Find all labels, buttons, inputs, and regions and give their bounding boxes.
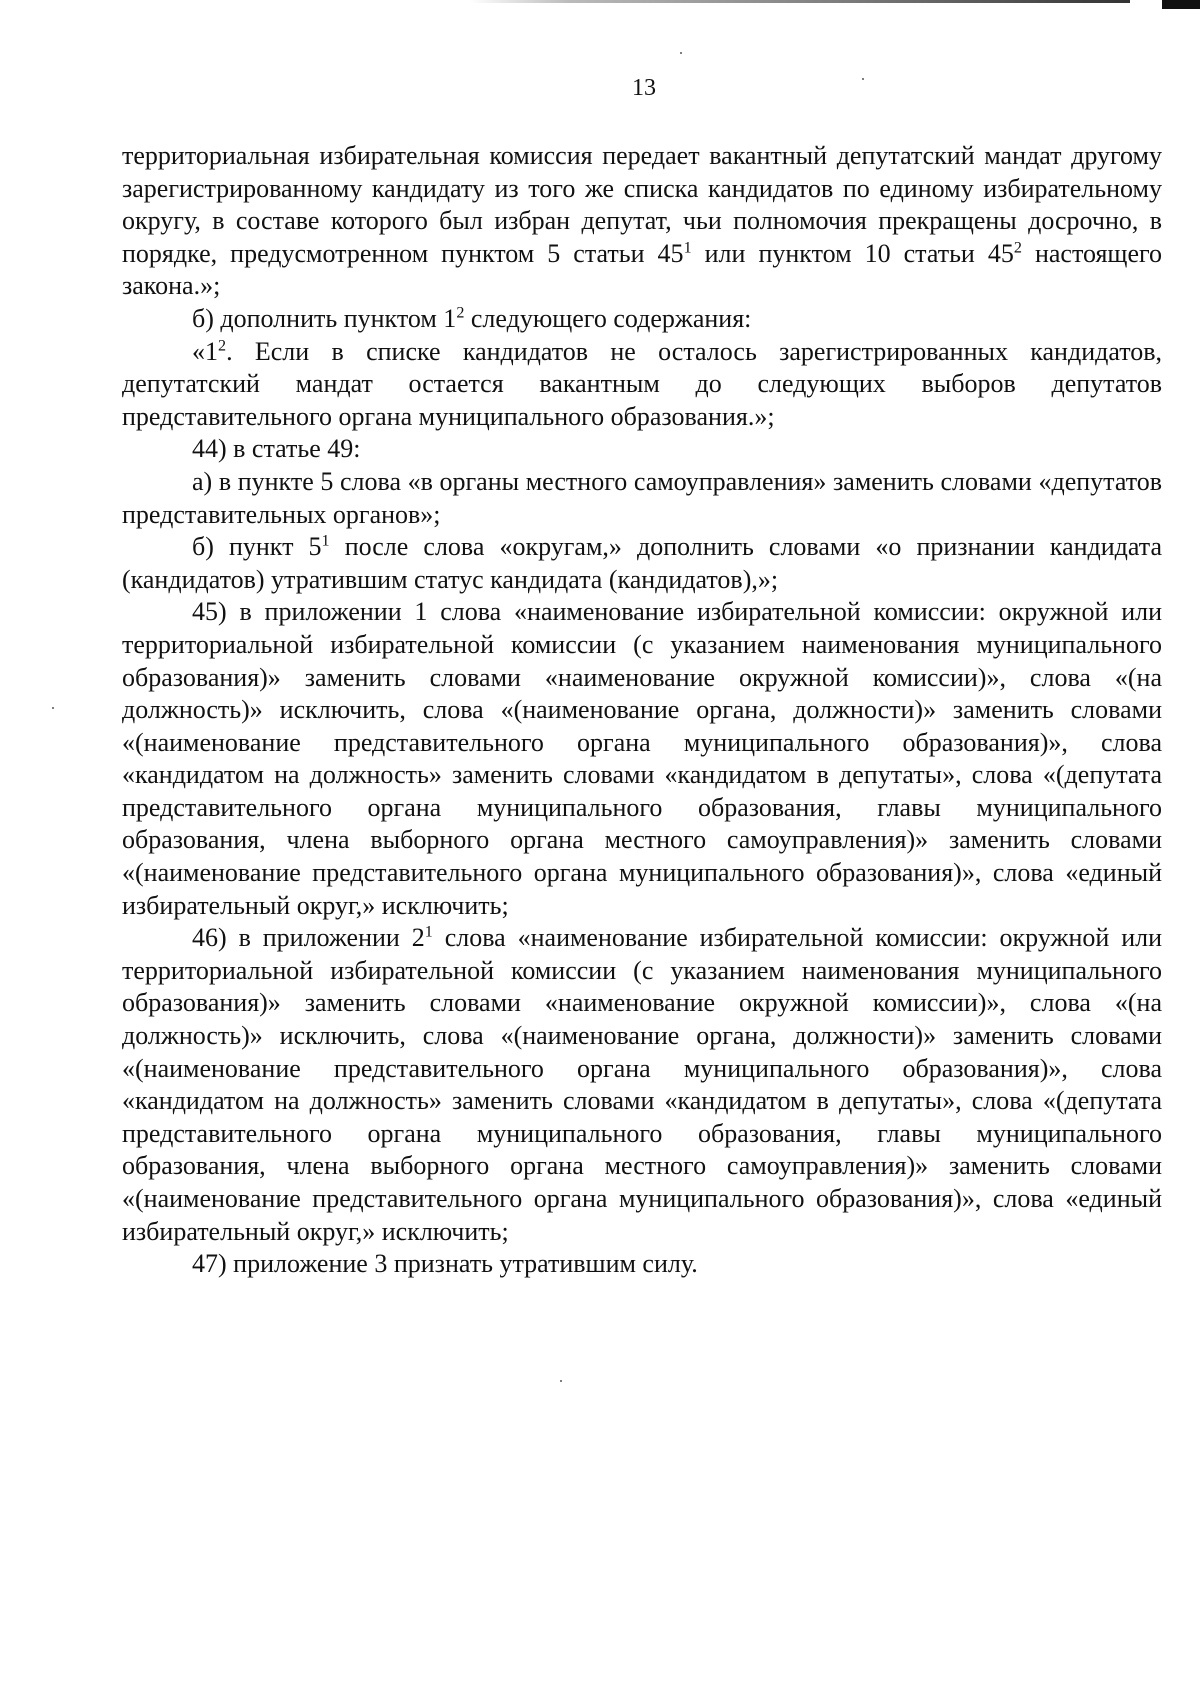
paragraph-item-44-a [122, 466, 1162, 531]
scan-speck [560, 1380, 562, 1382]
paragraph-item-44-b [122, 531, 1162, 596]
text-run: территориальная избирательная комиссия передает вакантный депутатский мандат другому зарегистрированному кандидату из того же списка кандидатов по единому избирательному округу, в составе которого был избран депутат, чьи полномочия прекращены досрочно, в порядке, предусмотренном пунктом 5 статьи 45 [122, 141, 1162, 268]
text-run: настоящего закона.»; [122, 238, 1162, 301]
page-number: 13 [632, 75, 656, 101]
text-run: слова «наименование избирательной комиссии: окружной или территориальной избирательной комиссии (с указанием наименования муниципального образования)» заменить словами «наименование окружной комиссии)», слова «(на должность)» исключить, слова «(наименование органа, должности)» заменить словами «(наименование представительного органа муниципального образования)», слова «кандидатом на должность» заменить словами «кандидатом в депутаты», слова «(депутата представительного органа муниципального образования, главы муниципального образования, члена выборного органа местного самоуправления)» заменить словами «(наименование представительного органа муниципального образования)», слова «единый избирательный округ,» исключить; [122, 923, 1162, 1246]
scan-edge-top [470, 0, 1130, 3]
paragraph-subitem-b-point-1-2 [122, 303, 1162, 336]
text-run: 46) в приложении 2 [192, 923, 425, 953]
text-run: б) дополнить пунктом 1 [192, 303, 457, 333]
paragraph-item-47 [122, 1248, 1162, 1281]
text-run: . Если в списке кандидатов не осталось зарегистрированных кандидатов, депутатский мандат остается вакантным до следующих выборов депутатов представительного органа муниципального образования.»; [122, 336, 1162, 431]
text-run: после слова «округам,» дополнить словами «о признании кандидата (кандидатов) утратившим статус кандидата (кандидатов),»; [122, 532, 1162, 594]
superscript: 2 [456, 304, 465, 322]
text-run: а) в пункте 5 слова «в органы местного самоуправления» заменить словами «депутатов представительных органов»; [122, 466, 1162, 529]
text-run: «1 [192, 336, 218, 366]
text-run: б) пункт 5 [192, 532, 322, 562]
text-run: 47) приложение 3 признать утратившим силу. [192, 1249, 698, 1279]
text-run: 44) в статье 49: [192, 434, 361, 464]
superscript: 1 [683, 239, 692, 257]
superscript: 1 [321, 532, 330, 550]
text-run: следующего содержания: [464, 303, 752, 333]
superscript: 2 [218, 336, 227, 354]
scan-speck [52, 707, 54, 709]
document-body [122, 140, 1162, 1281]
scan-speck [680, 52, 682, 54]
paragraph-item-45 [122, 596, 1162, 922]
superscript: 1 [424, 923, 433, 941]
paragraph-item-44 [122, 433, 1162, 466]
paragraph-continuation [122, 140, 1162, 303]
text-run: 45) в приложении 1 слова «наименование избирательной комиссии: окружной или территориальной избирательной комиссии (с указанием наименования муниципального образования)» заменить словами «наименование окружной комиссии)», слова «(на должность)» исключить, слова «(наименование органа, должности)» заменить словами «(наименование представительного органа муниципального образования)», слова «кандидатом на должность» заменить словами «кандидатом в депутаты», слова «(депутата представительного органа муниципального образования, главы муниципального образования, члена выборного органа местного самоуправления)» заменить словами «(наименование представительного органа муниципального образования)», слова «единый избирательный округ,» исключить; [122, 597, 1162, 920]
text-run: или пунктом 10 статьи 45 [691, 238, 1014, 268]
paragraph-item-46 [122, 922, 1162, 1248]
paragraph-quoted-point-1-2 [122, 336, 1162, 434]
superscript: 2 [1013, 239, 1022, 257]
scan-edge-right [1162, 0, 1200, 9]
